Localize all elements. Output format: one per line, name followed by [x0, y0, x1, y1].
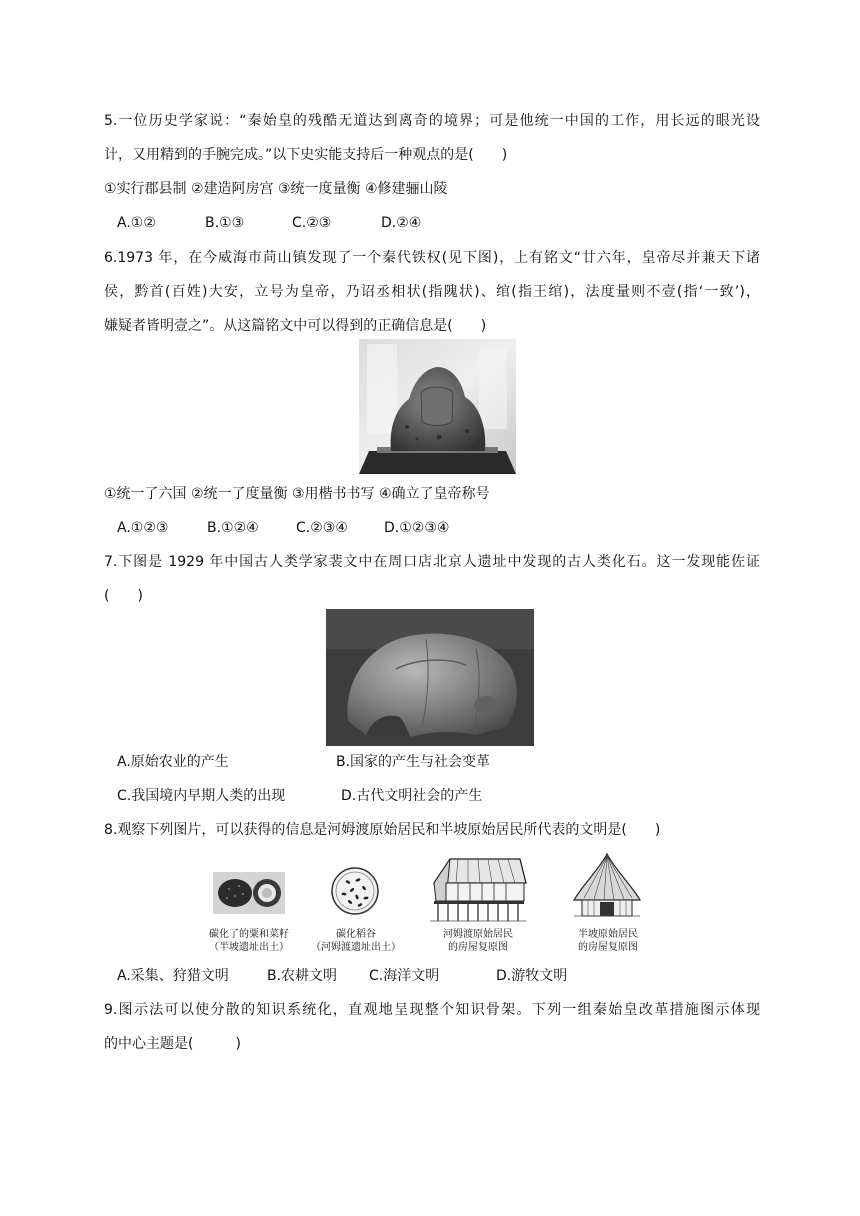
- q8-caption-2: [300, 928, 412, 954]
- q5-stem-line2: 计，又用精到的手腕完成。”以下史实能支持后一种观点的是( ): [104, 147, 508, 163]
- q8-option-a[interactable]: A.采集、狩猎文明: [117, 968, 229, 984]
- q8-caption-3-line2: 的房屋复原图: [448, 942, 508, 953]
- carbonized-millet-photo: [213, 872, 285, 914]
- q8-option-d[interactable]: D.游牧文明: [496, 968, 568, 984]
- q8-stem: 8.观察下列图片，可以获得的信息是河姆渡原始居民和半坡原始居民所代表的文明是( ): [104, 822, 661, 838]
- q8-caption-3: [422, 928, 534, 954]
- q8-caption-1-line2: （半坡遗址出土）: [209, 942, 289, 953]
- q5-option-b[interactable]: B.①③: [205, 215, 245, 231]
- q5-items: ①实行郡县制 ②建造阿房宫 ③统一度量衡 ④修建骊山陵: [104, 181, 448, 197]
- q7-option-d[interactable]: D.古代文明社会的产生: [341, 788, 483, 804]
- q8-caption-4-line1: 半坡原始居民: [578, 929, 638, 940]
- q8-caption-1: [186, 928, 312, 954]
- q7-option-a[interactable]: A.原始农业的产生: [117, 754, 229, 770]
- banpo-round-house-drawing: [570, 852, 644, 924]
- q6-stem-line2: 侯，黔首(百姓)大安，立号为皇帝，乃诏丞相状(指隗状)、绾(指王绾)，法度量则不壹(指‘一致’)，: [104, 284, 760, 300]
- q6-option-c[interactable]: C.②③④: [296, 520, 348, 536]
- q7-option-c[interactable]: C.我国境内早期人类的出现: [117, 788, 286, 804]
- q9-stem-line1: 9.图示法可以使分散的知识系统化，直观地呈现整个知识骨架。下列一组秦始皇改革措施图示体现: [104, 1002, 760, 1018]
- q8-caption-4: [552, 928, 664, 954]
- carbonized-rice-photo: [330, 866, 380, 916]
- q8-caption-2-line2: （河姆渡遗址出土）: [311, 942, 401, 953]
- q6-stem-line1: 6.1973 年，在今威海市苘山镇发现了一个秦代铁权(见下图)，上有铭文“廿六年，皇帝尽并兼天下诸: [104, 250, 760, 266]
- q8-caption-2-line1: 碳化稻谷: [336, 929, 376, 940]
- q5-option-a[interactable]: A.①②: [117, 215, 156, 231]
- hemudu-stilt-house-drawing: [428, 853, 528, 925]
- q5-option-c[interactable]: C.②③: [292, 215, 332, 231]
- q8-option-c[interactable]: C.海洋文明: [369, 968, 440, 984]
- q8-caption-3-line1: 河姆渡原始居民: [443, 929, 513, 940]
- q7-stem-line1: 7.下图是 1929 年中国古人类学家裴文中在周口店北京人遗址中发现的古人类化石。这一发现能佐证: [104, 554, 760, 570]
- q7-option-b[interactable]: B.国家的产生与社会变革: [336, 754, 491, 770]
- q7-stem-line2: ( ): [104, 588, 143, 604]
- q8-caption-1-line1: 碳化了的粟和菜籽: [209, 929, 289, 940]
- q8-option-b[interactable]: B.农耕文明: [267, 968, 338, 984]
- peking-man-skull-photo: [326, 609, 534, 746]
- iron-weight-photo: [359, 339, 516, 474]
- q6-items: ①统一了六国 ②统一了度量衡 ③用楷书书写 ④确立了皇帝称号: [104, 486, 490, 502]
- q6-option-a[interactable]: A.①②③: [117, 520, 169, 536]
- q6-option-d[interactable]: D.①②③④: [384, 520, 450, 536]
- q8-caption-4-line2: 的房屋复原图: [578, 942, 638, 953]
- q9-stem-line2: 的中心主题是( ): [104, 1036, 241, 1052]
- q5-option-d[interactable]: D.②④: [381, 215, 422, 231]
- q5-stem-line1: 5.一位历史学家说：“秦始皇的残酷无道达到离奇的境界；可是他统一中国的工作，用长远的眼光设: [104, 113, 760, 129]
- q6-stem-line3: 嫌疑者皆明壹之”。从这篇铭文中可以得到的正确信息是( ): [104, 318, 487, 334]
- q6-option-b[interactable]: B.①②④: [207, 520, 259, 536]
